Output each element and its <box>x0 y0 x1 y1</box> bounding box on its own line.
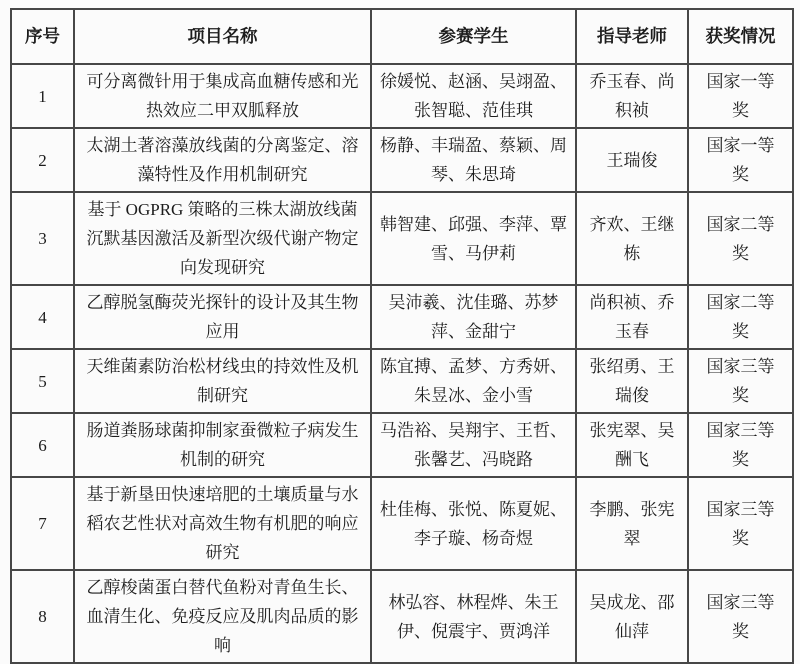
project-name-cell: 基于 OGPRG 策略的三株太湖放线菌沉默基因激活及新型次级代谢产物定向发现研究 <box>74 192 371 285</box>
students-cell: 陈宜搏、孟梦、方秀妍、朱昱冰、金小雪 <box>371 349 576 413</box>
project-name-cell: 乙醇脱氢酶荧光探针的设计及其生物应用 <box>74 285 371 349</box>
project-name-cell: 天维菌素防治松材线虫的持效性及机制研究 <box>74 349 371 413</box>
award-cell: 国家三等奖 <box>688 413 793 477</box>
award-cell: 国家三等奖 <box>688 349 793 413</box>
row-index-cell: 8 <box>11 570 74 663</box>
header-cell-award: 获奖情况 <box>688 9 793 64</box>
award-cell: 国家一等奖 <box>688 64 793 128</box>
table-row <box>11 128 793 192</box>
teachers-cell: 王瑞俊 <box>576 128 688 192</box>
students-cell: 韩智建、邱强、李萍、覃雪、马伊莉 <box>371 192 576 285</box>
award-cell: 国家二等奖 <box>688 285 793 349</box>
row-index-cell: 4 <box>11 285 74 349</box>
students-cell: 杨静、丰瑞盈、蔡颖、周琴、朱思琦 <box>371 128 576 192</box>
row-index-cell: 7 <box>11 477 74 570</box>
row-index-cell: 5 <box>11 349 74 413</box>
table-row <box>11 477 793 570</box>
table-row <box>11 413 793 477</box>
row-index-cell: 6 <box>11 413 74 477</box>
header-cell-project-name: 项目名称 <box>74 9 371 64</box>
project-name-cell: 可分离微针用于集成高血糖传感和光热效应二甲双胍释放 <box>74 64 371 128</box>
students-cell: 马浩裕、吴翔宇、王哲、张馨艺、冯晓路 <box>371 413 576 477</box>
table-row <box>11 349 793 413</box>
award-cell: 国家三等奖 <box>688 570 793 663</box>
project-name-cell: 太湖土著溶藻放线菌的分离鉴定、溶藻特性及作用机制研究 <box>74 128 371 192</box>
teachers-cell: 张绍勇、王瑞俊 <box>576 349 688 413</box>
project-name-cell: 基于新垦田快速培肥的土壤质量与水稻农艺性状对高效生物有机肥的响应研究 <box>74 477 371 570</box>
students-cell: 杜佳梅、张悦、陈夏妮、李子璇、杨奇煜 <box>371 477 576 570</box>
table-header-row <box>11 9 793 64</box>
table-row <box>11 285 793 349</box>
header-cell-index: 序号 <box>11 9 74 64</box>
teachers-cell: 尚积祯、乔玉春 <box>576 285 688 349</box>
teachers-cell: 吴成龙、邵仙萍 <box>576 570 688 663</box>
students-cell: 徐媛悦、赵涵、吴翊盈、张智聪、范佳琪 <box>371 64 576 128</box>
row-index-cell: 1 <box>11 64 74 128</box>
award-cell: 国家一等奖 <box>688 128 793 192</box>
table-row <box>11 570 793 663</box>
project-name-cell: 乙醇梭菌蛋白替代鱼粉对青鱼生长、血清生化、免疫反应及肌肉品质的影响 <box>74 570 371 663</box>
teachers-cell: 张宪翠、吴酬飞 <box>576 413 688 477</box>
table-row <box>11 64 793 128</box>
table-row <box>11 192 793 285</box>
students-cell: 吴沛羲、沈佳璐、苏梦萍、金甜宁 <box>371 285 576 349</box>
award-cell: 国家二等奖 <box>688 192 793 285</box>
students-cell: 林弘容、林程烨、朱王伊、倪震宇、贾鸿洋 <box>371 570 576 663</box>
header-cell-students: 参赛学生 <box>371 9 576 64</box>
teachers-cell: 李鹏、张宪翠 <box>576 477 688 570</box>
project-name-cell: 肠道粪肠球菌抑制家蚕微粒子病发生机制的研究 <box>74 413 371 477</box>
row-index-cell: 2 <box>11 128 74 192</box>
award-cell: 国家三等奖 <box>688 477 793 570</box>
header-cell-teachers: 指导老师 <box>576 9 688 64</box>
teachers-cell: 齐欢、王继栋 <box>576 192 688 285</box>
teachers-cell: 乔玉春、尚积祯 <box>576 64 688 128</box>
row-index-cell: 3 <box>11 192 74 285</box>
awards-table <box>10 8 794 664</box>
